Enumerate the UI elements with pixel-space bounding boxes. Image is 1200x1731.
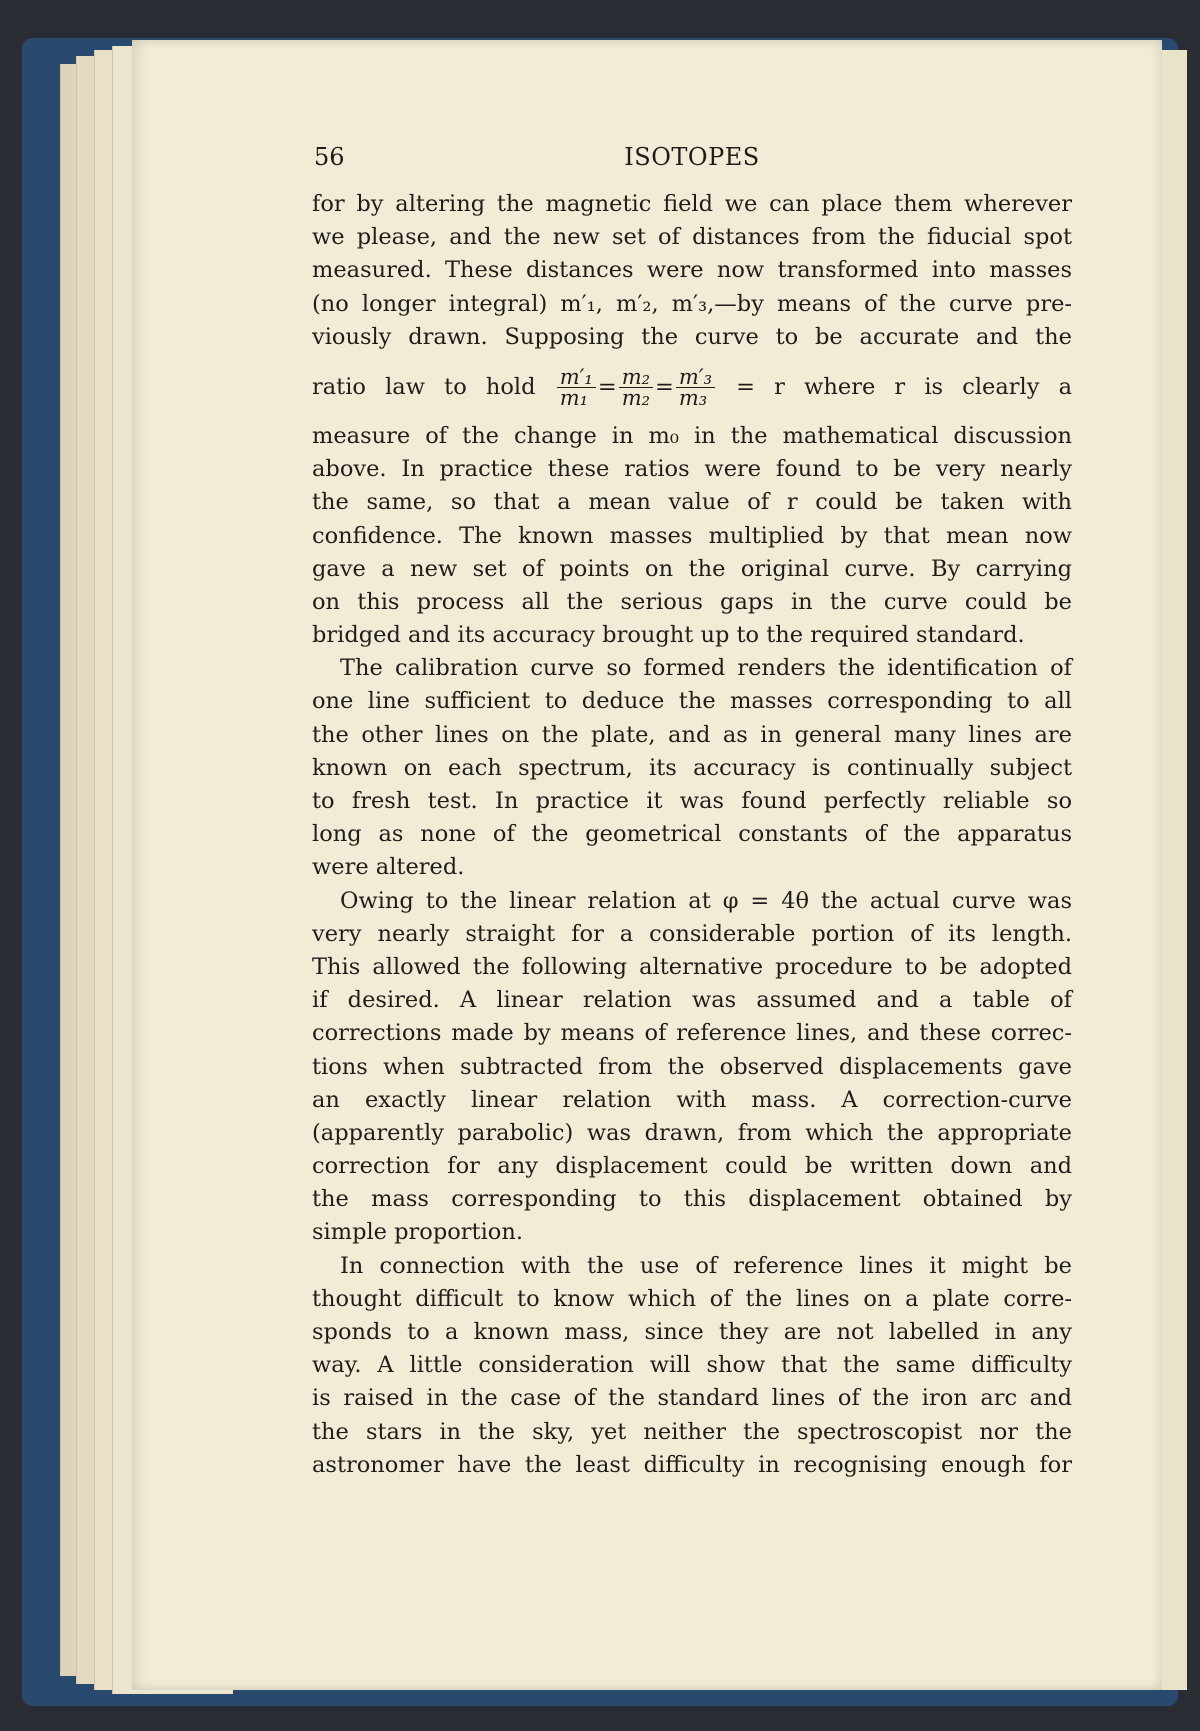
text-line: confidence. The known masses multiplied by that mean now (312, 522, 1072, 549)
text-line: simple proportion. (312, 1219, 523, 1246)
text-line: In connection with the use of reference lines it might be (340, 1252, 1072, 1279)
page-number: 56 (314, 143, 345, 171)
text-line: measure of the change in m₀ in the mathematical discussion (312, 422, 1072, 449)
text-line: astronomer have the least difficulty in recognising enough for (312, 1451, 1072, 1478)
text-line: viously drawn. Supposing the curve to be accurate and the (312, 323, 1072, 350)
text-line: known on each spectrum, its accuracy is continually subject (312, 754, 1072, 781)
text-line: tions when subtracted from the observed displacements gave (312, 1053, 1072, 1080)
text-line: the mass corresponding to this displacement obtained by (312, 1186, 1072, 1213)
fraction-2 (619, 365, 653, 411)
text-line: the stars in the sky, yet neither the spectroscopist nor the (312, 1418, 1072, 1445)
text-line: corrections made by means of reference lines, and these correc- (312, 1020, 1072, 1047)
text-line: way. A little consideration will show that the same difficulty (312, 1352, 1072, 1379)
fraction-3 (676, 365, 715, 411)
text-line: measured. These distances were now transformed into masses (312, 257, 1072, 284)
text-line: (no longer integral) m′₁, m′₂, m′₃,—by means of the curve pre- (312, 290, 1072, 317)
text-line: thought difficult to know which of the lines on a plate corre- (312, 1285, 1072, 1312)
running-head (312, 143, 1072, 177)
text-line: one line sufficient to deduce the masses corresponding to all (312, 688, 1072, 715)
text-line: This allowed the following alternative procedure to be adopted (312, 953, 1072, 980)
text-line: the other lines on the plate, and as in general many lines are (312, 721, 1072, 748)
text-line: very nearly straight for a considerable portion of its length. (312, 920, 1072, 947)
text-line: on this process all the serious gaps in the curve could be (312, 588, 1072, 615)
text-line: (apparently parabolic) was drawn, from which the appropriate (312, 1119, 1072, 1146)
fraction-1 (557, 365, 596, 411)
text-line: bridged and its accuracy brought up to the required standard. (312, 622, 1025, 649)
fraction-numerator: m′₁ (557, 367, 596, 388)
fraction-denominator: m₁ (559, 386, 589, 411)
text-line: gave a new set of points on the original curve. By carrying (312, 555, 1072, 582)
fraction-numerator: m₂ (619, 367, 653, 388)
running-title: ISOTOPES (624, 143, 760, 171)
fraction-denominator: m₂ (621, 386, 651, 411)
text-line: for by altering the magnetic field we can place them wherever (312, 191, 1072, 217)
text-line: is raised in the case of the standard lines of the iron arc and (312, 1385, 1072, 1412)
text-line: an exactly linear relation with mass. A correction-curve (312, 1086, 1072, 1113)
ratio-formula-line: ratio law to hold $\frac{\text{m′₁}}{\text{m₁}}$ = $\frac{\text{m₂}}{\text{m₂}}$ = $\frac{\text{m′₃}}{\text{m₃}}$ = r where r is clearly a (312, 365, 1073, 411)
body-text (312, 188, 1072, 1482)
text-line: above. In practice these ratios were found to be very nearly (312, 456, 1072, 483)
text-line: sponds to a known mass, since they are not labelled in any (312, 1319, 1072, 1345)
text-line: Owing to the linear relation at φ = 4θ the actual curve was (340, 887, 1072, 914)
text-line: if desired. A linear relation was assumed and a table of (312, 987, 1072, 1014)
text-line: long as none of the geometrical constants of the apparatus (312, 821, 1072, 848)
text-line: were altered. (312, 854, 465, 881)
formula-lead: ratio law to hold (312, 373, 536, 400)
text-line: The calibration curve so formed renders the identification of (340, 655, 1072, 682)
text-line: correction for any displacement could be written down and (312, 1153, 1072, 1180)
formula-tail: where r is clearly a (804, 373, 1073, 400)
text-line: the same, so that a mean value of r could be taken with (312, 489, 1072, 516)
facing-page-edge (1158, 50, 1187, 1690)
fraction-numerator: m′₃ (676, 367, 715, 388)
text-line: we please, and the new set of distances from the fiducial spot (312, 224, 1072, 251)
fraction-denominator: m₃ (678, 386, 708, 411)
text-line: to fresh test. In practice it was found perfectly reliable so (312, 788, 1072, 814)
formula-result: = r (736, 373, 785, 400)
